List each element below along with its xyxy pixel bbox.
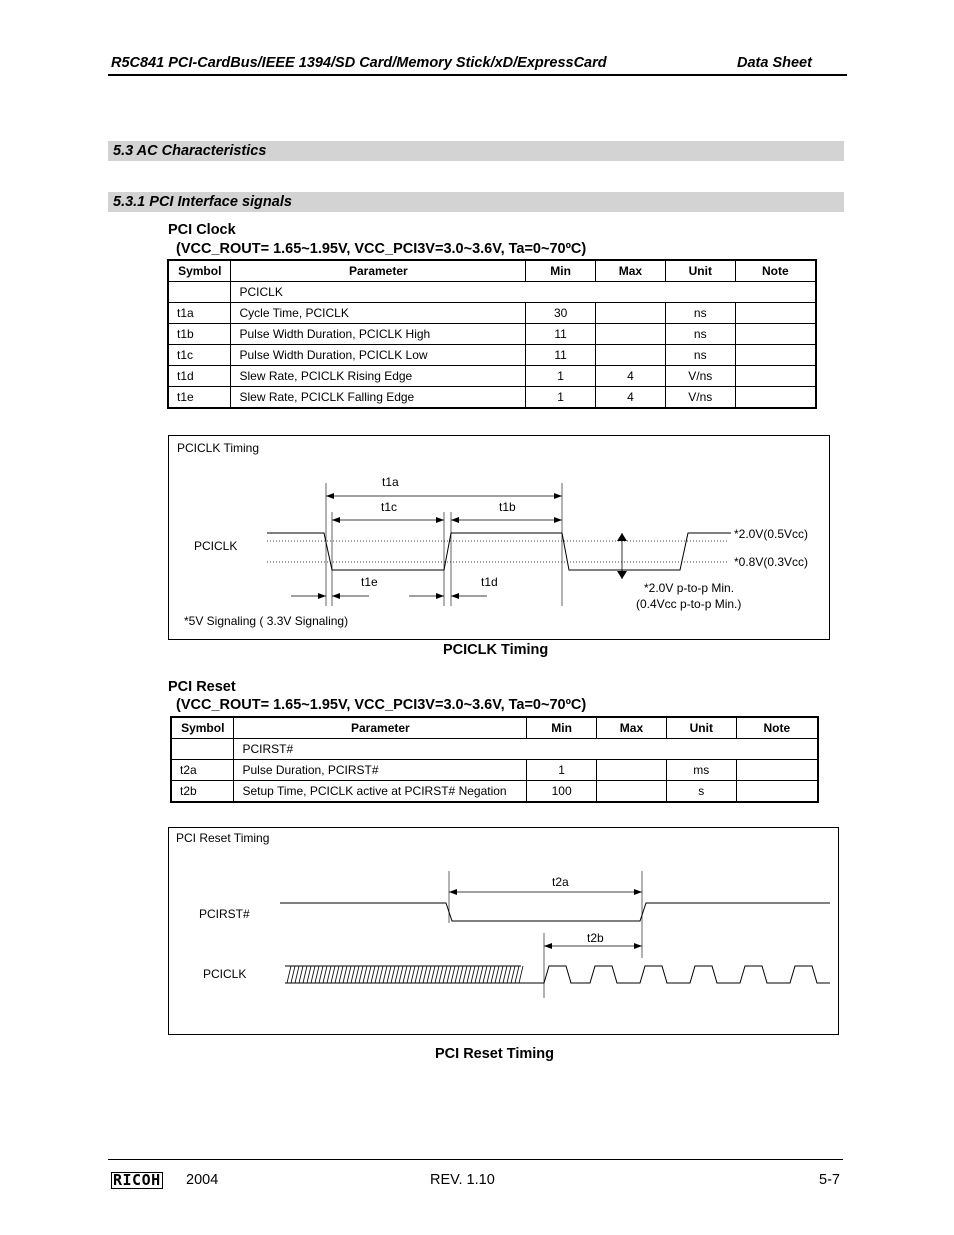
cell-unit: s	[666, 781, 736, 803]
col-note: Note	[735, 260, 816, 282]
hatch-line	[475, 966, 479, 983]
footer-page-number: 5-7	[819, 1172, 840, 1188]
cell-unit: V/ns	[665, 366, 735, 387]
cell-max	[596, 303, 666, 324]
hatch-line	[463, 966, 467, 983]
label-v-low: *0.8V(0.3Vcc)	[734, 555, 809, 569]
col-min: Min	[527, 717, 597, 739]
hatch-line	[503, 966, 507, 983]
hatch-line	[447, 966, 451, 983]
table-group-row	[168, 282, 816, 303]
signal-label-pciclk: PCICLK	[194, 539, 238, 553]
table-row	[168, 303, 816, 324]
table-row	[168, 345, 816, 366]
signaling-note: *5V Signaling ( 3.3V Signaling)	[184, 614, 349, 628]
label-t2b: t2b	[587, 931, 604, 945]
header-rule	[108, 74, 847, 76]
table-row	[168, 324, 816, 345]
hatch-line	[299, 966, 303, 983]
hatch-line	[359, 966, 363, 983]
pciclk-timing-diagram	[169, 436, 829, 639]
section-heading-pci-interface	[108, 192, 844, 212]
col-unit: Unit	[665, 260, 735, 282]
pci-reset-conditions: (VCC_ROUT= 1.65~1.95V, VCC_PCI3V=3.0~3.6V, Ta=0~70ºC)	[176, 697, 587, 713]
cell-max	[597, 760, 667, 781]
cell-min: 1	[526, 366, 596, 387]
cell-parameter: Slew Rate, PCICLK Rising Edge	[231, 366, 526, 387]
hatch-line	[339, 966, 343, 983]
arrow-head	[617, 533, 627, 541]
table-row	[171, 781, 818, 803]
hatch-line	[487, 966, 491, 983]
cell-symbol: t1d	[168, 366, 231, 387]
hatch-line	[355, 966, 359, 983]
pciclk-active-waveform	[521, 966, 830, 983]
hatch-line	[319, 966, 323, 983]
hatch-line	[439, 966, 443, 983]
hatch-line	[379, 966, 383, 983]
cell-parameter: Pulse Width Duration, PCICLK High	[231, 324, 526, 345]
cell-max: 4	[596, 366, 666, 387]
cell-max: 4	[596, 387, 666, 409]
hatch-line	[423, 966, 427, 983]
hatch-line	[459, 966, 463, 983]
cell-min: 1	[527, 760, 597, 781]
hatch-line	[371, 966, 375, 983]
cell-unit: V/ns	[665, 387, 735, 409]
arrow-head	[332, 593, 340, 599]
arrow-head	[326, 493, 334, 499]
timing-box-title: PCICLK Timing	[177, 441, 260, 455]
section-heading-ac-characteristics	[108, 141, 844, 161]
cell-min: 100	[527, 781, 597, 803]
group-label: PCIRST#	[234, 739, 818, 760]
arrow-head	[554, 493, 562, 499]
hatch-line	[411, 966, 415, 983]
hatch-line	[323, 966, 327, 983]
footer-revision: REV. 1.10	[430, 1172, 495, 1188]
col-symbol: Symbol	[171, 717, 234, 739]
cell-min: 11	[526, 324, 596, 345]
hatch-line	[451, 966, 455, 983]
hatch-line	[363, 966, 367, 983]
hatch-line	[455, 966, 459, 983]
col-parameter: Parameter	[231, 260, 526, 282]
footer-rule	[108, 1159, 843, 1160]
cell-min: 11	[526, 345, 596, 366]
cell-unit: ns	[665, 303, 735, 324]
col-max: Max	[597, 717, 667, 739]
arrow-head	[436, 593, 444, 599]
hatch-line	[483, 966, 487, 983]
cell-min: 30	[526, 303, 596, 324]
hatch-line	[467, 966, 471, 983]
label-t1c: t1c	[381, 500, 398, 514]
hatch-line	[351, 966, 355, 983]
pci-reset-table	[170, 716, 819, 803]
hatch-line	[403, 966, 407, 983]
hatch-line	[431, 966, 435, 983]
hatch-line	[335, 966, 339, 983]
pci-reset-timing-diagram	[169, 828, 838, 1034]
hatch-line	[415, 966, 419, 983]
cell-symbol: t2a	[171, 760, 234, 781]
arrow-head	[617, 571, 627, 579]
hatch-line	[331, 966, 335, 983]
cell-symbol: t1a	[168, 303, 231, 324]
cell-symbol: t1b	[168, 324, 231, 345]
cell-note	[735, 303, 816, 324]
cell-note	[736, 781, 818, 803]
group-label: PCICLK	[231, 282, 816, 303]
hatch-line	[343, 966, 347, 983]
hatch-line	[291, 966, 295, 983]
label-t1e: t1e	[361, 575, 378, 589]
hatch-line	[507, 966, 511, 983]
hatch-line	[511, 966, 515, 983]
hatch-line	[515, 966, 519, 983]
col-unit: Unit	[666, 717, 736, 739]
cell-parameter: Pulse Width Duration, PCICLK Low	[231, 345, 526, 366]
section-heading-text: 5.3 AC Characteristics	[113, 143, 267, 159]
hatch-line	[443, 966, 447, 983]
timing-box-title: PCI Reset Timing	[176, 831, 270, 845]
table-cell	[171, 739, 234, 760]
label-t2a: t2a	[552, 875, 569, 889]
cell-min: 1	[526, 387, 596, 409]
cell-parameter: Setup Time, PCICLK active at PCIRST# Negation	[234, 781, 527, 803]
cell-parameter: Pulse Duration, PCIRST#	[234, 760, 527, 781]
hatch-line	[419, 966, 423, 983]
pci-reset-title: PCI Reset	[168, 679, 236, 695]
arrow-head	[449, 889, 457, 895]
pci-clock-conditions: (VCC_ROUT= 1.65~1.95V, VCC_PCI3V=3.0~3.6V, Ta=0~70ºC)	[176, 241, 587, 257]
cell-unit: ns	[665, 345, 735, 366]
table-header-row	[171, 717, 818, 739]
hatch-line	[495, 966, 499, 983]
cell-max	[597, 781, 667, 803]
pciclk-timing-caption: PCICLK Timing	[443, 642, 549, 658]
document-title: R5C841 PCI-CardBus/IEEE 1394/SD Card/Memory Stick/xD/ExpressCard	[111, 55, 607, 71]
hatch-line	[491, 966, 495, 983]
arrow-head	[451, 517, 459, 523]
ricoh-logo-text: RICOH	[113, 1171, 161, 1189]
hatch-line	[303, 966, 307, 983]
cell-max	[596, 345, 666, 366]
hatch-line	[435, 966, 439, 983]
pciclk-timing-box	[168, 435, 830, 640]
cell-parameter: Slew Rate, PCICLK Falling Edge	[231, 387, 526, 409]
hatch-line	[307, 966, 311, 983]
pci-reset-timing-caption: PCI Reset Timing	[435, 1046, 554, 1062]
hatch-line	[383, 966, 387, 983]
label-v-high: *2.0V(0.5Vcc)	[734, 527, 809, 541]
pcirst-waveform	[280, 903, 830, 921]
arrow-head	[544, 943, 552, 949]
cell-unit: ms	[666, 760, 736, 781]
cell-symbol: t1c	[168, 345, 231, 366]
arrow-head	[634, 943, 642, 949]
table-cell	[168, 282, 231, 303]
cell-note	[735, 324, 816, 345]
hatch-line	[427, 966, 431, 983]
label-t1d: t1d	[481, 575, 498, 589]
hatch-line	[391, 966, 395, 983]
pciclk-inactive-hatch	[285, 966, 523, 983]
hatch-line	[471, 966, 475, 983]
hatch-line	[387, 966, 391, 983]
col-note: Note	[736, 717, 818, 739]
cell-symbol: t2b	[171, 781, 234, 803]
col-max: Max	[596, 260, 666, 282]
hatch-line	[367, 966, 371, 983]
table-row	[171, 760, 818, 781]
hatch-line	[287, 966, 291, 983]
pci-clock-table	[167, 259, 817, 409]
hatch-line	[399, 966, 403, 983]
ricoh-logo	[111, 1171, 163, 1189]
hatch-line	[327, 966, 331, 983]
arrow-head	[332, 517, 340, 523]
col-min: Min	[526, 260, 596, 282]
hatch-line	[347, 966, 351, 983]
cell-symbol: t1e	[168, 387, 231, 409]
hatch-line	[375, 966, 379, 983]
arrow-head	[554, 517, 562, 523]
table-header-row	[168, 260, 816, 282]
hatch-line	[407, 966, 411, 983]
arrow-head	[436, 517, 444, 523]
arrow-head	[451, 593, 459, 599]
hatch-line	[479, 966, 483, 983]
footer-year: 2004	[186, 1172, 219, 1188]
cell-max	[596, 324, 666, 345]
signal-label-pcirst: PCIRST#	[199, 907, 250, 921]
label-t1b: t1b	[499, 500, 516, 514]
pciclk-waveform	[267, 533, 731, 570]
hatch-line	[295, 966, 299, 983]
label-t1a: t1a	[382, 475, 399, 489]
section-heading-text: 5.3.1 PCI Interface signals	[113, 194, 292, 210]
document-type: Data Sheet	[737, 55, 812, 71]
pci-reset-timing-box	[168, 827, 839, 1035]
hatch-line	[395, 966, 399, 983]
table-group-row	[171, 739, 818, 760]
pci-clock-title: PCI Clock	[168, 222, 236, 238]
cell-note	[735, 366, 816, 387]
table-row	[168, 366, 816, 387]
hatch-line	[311, 966, 315, 983]
cell-note	[735, 387, 816, 409]
label-ptp-min: *2.0V p-to-p Min.	[644, 581, 735, 595]
col-symbol: Symbol	[168, 260, 231, 282]
hatch-line	[499, 966, 503, 983]
label-ptp-min-3v: (0.4Vcc p-to-p Min.)	[636, 597, 742, 611]
hatch-line	[315, 966, 319, 983]
cell-note	[736, 760, 818, 781]
arrow-head	[318, 593, 326, 599]
cell-unit: ns	[665, 324, 735, 345]
cell-parameter: Cycle Time, PCICLK	[231, 303, 526, 324]
table-row	[168, 387, 816, 409]
signal-label-pciclk: PCICLK	[203, 967, 247, 981]
arrow-head	[634, 889, 642, 895]
hatch-line	[519, 966, 523, 983]
cell-note	[735, 345, 816, 366]
col-parameter: Parameter	[234, 717, 527, 739]
